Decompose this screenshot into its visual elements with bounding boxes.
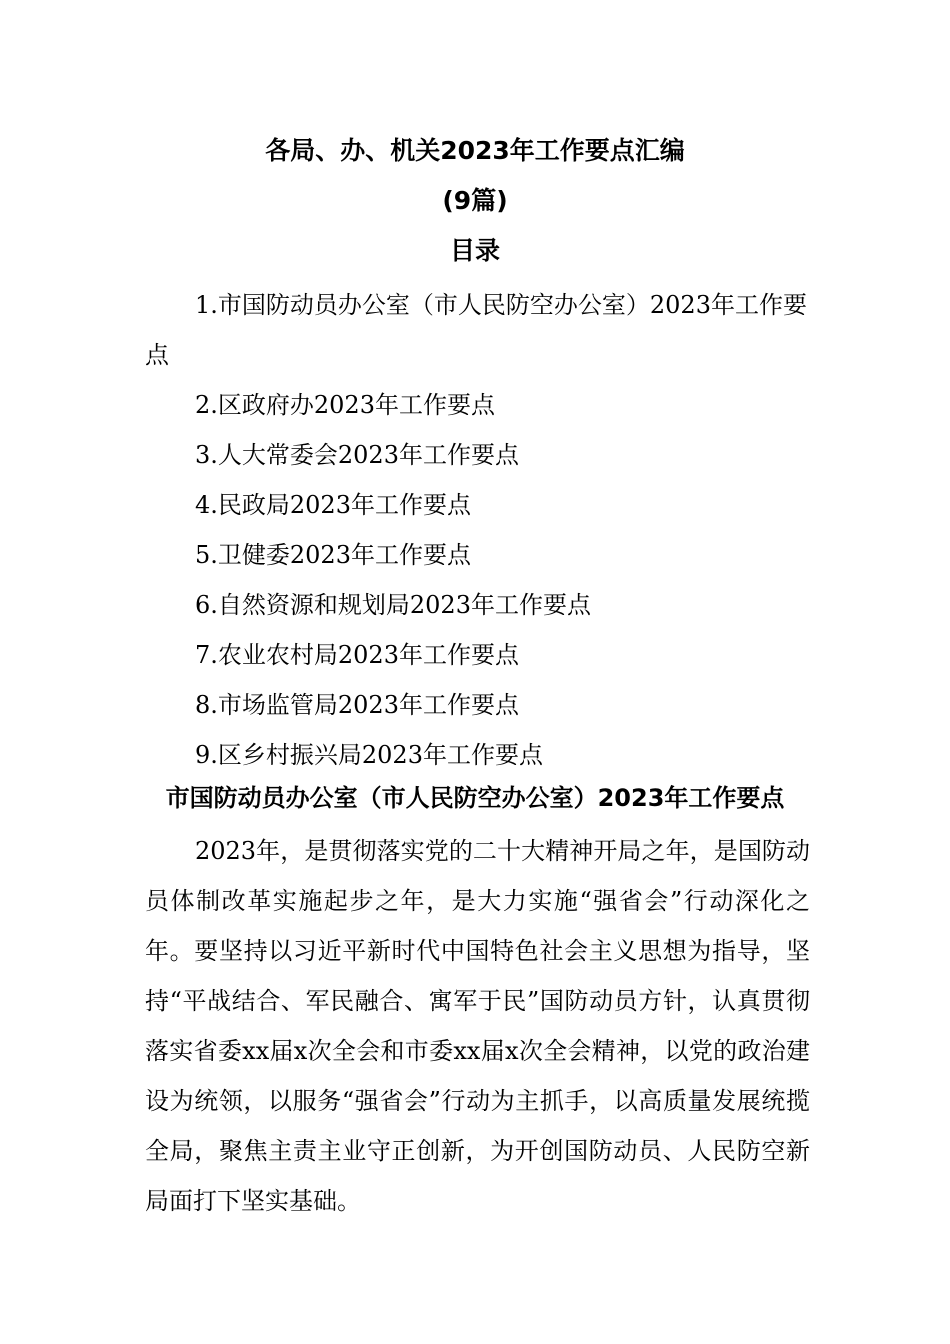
toc-item: 1.市国防动员办公室（市人民防空办公室）2023年工作要点 — [145, 291, 807, 369]
body-paragraph: 2023年，是贯彻落实党的二十大精神开局之年，是国防动员体制改革实施起步之年，是大力实施“强省会”行动深化之年。要坚持以习近平新时代中国特色社会主义思想为指导，坚持“平战结合、军民融合、寓军于民”国防动员方针，认真贯彻落实省委xx届x次全会和市委xx届x次全会精神，以党的政治建设为统领，以服务“强省会”行动为主抓手，以高质量发展统揽全局，聚焦主责主业守正创新，为开创国防动员、人民防空新局面打下坚实基础。 — [145, 837, 810, 1215]
toc-item: 3.人大常委会2023年工作要点 — [195, 441, 519, 469]
toc-item: 4.民政局2023年工作要点 — [195, 491, 471, 519]
table-of-contents — [145, 280, 810, 780]
toc-item: 5.卫健委2023年工作要点 — [195, 541, 471, 569]
toc-item: 7.农业农村局2023年工作要点 — [195, 641, 519, 669]
toc-heading: 目录 — [449, 236, 500, 265]
document-subtitle: (9篇) — [442, 186, 508, 215]
section-title: 市国防动员办公室（市人民防空办公室）2023年工作要点 — [165, 784, 785, 812]
toc-item: 8.市场监管局2023年工作要点 — [195, 691, 519, 719]
toc-item: 9.区乡村振兴局2023年工作要点 — [195, 741, 543, 769]
toc-item: 2.区政府办2023年工作要点 — [195, 391, 495, 419]
document-title: 各局、办、机关2023年工作要点汇编 — [265, 136, 685, 165]
toc-item: 6.自然资源和规划局2023年工作要点 — [195, 591, 591, 619]
